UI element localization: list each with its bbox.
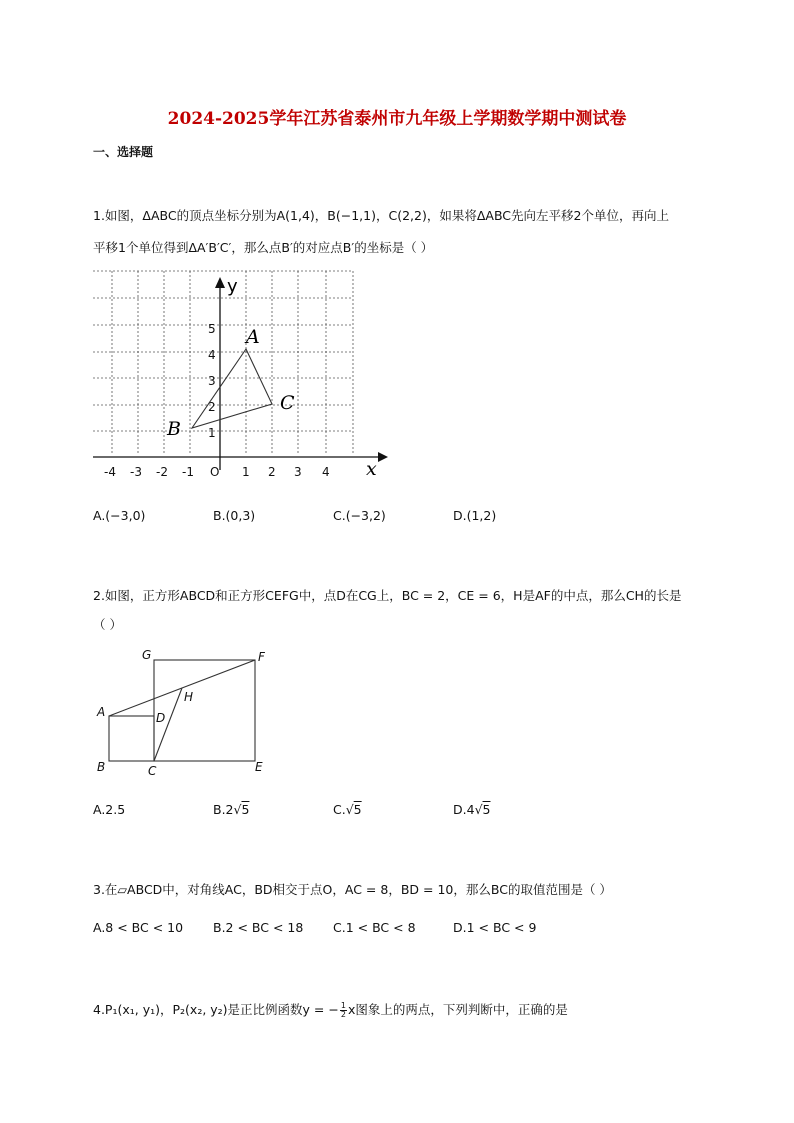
q4-text-line1 <box>93 1000 568 1019</box>
square-cefg <box>154 660 255 761</box>
q1-option-a[interactable]: A.(−3,0) <box>93 508 146 523</box>
sqrt-sign: √ <box>233 802 242 817</box>
label-e: E <box>255 760 263 774</box>
y-tick-label: 5 <box>208 322 216 336</box>
point-label-b: B <box>167 418 181 440</box>
x-tick-label: -2 <box>156 465 168 479</box>
section-heading: 一、选择题 <box>93 145 154 159</box>
q3-option-d[interactable]: D.1 < BC < 9 <box>453 920 537 935</box>
label-a: A <box>97 705 106 719</box>
q2-text-line2: （ ） <box>93 617 122 632</box>
point-label-c: C <box>280 392 295 414</box>
q4-suffix: x图象上的两点，下列判断中，正确的是 <box>347 1002 568 1017</box>
x-axis-arrow <box>378 452 388 462</box>
triangle-abc <box>192 349 272 428</box>
x-tick-label: 4 <box>322 465 330 479</box>
x-axis-label: x <box>366 458 377 480</box>
q1-option-c[interactable]: C.(−3,2) <box>333 508 386 523</box>
y-axis-arrow <box>215 277 225 288</box>
q2-squares-figure <box>92 645 277 780</box>
x-tick-label: 1 <box>242 465 250 479</box>
sqrt-radicand: 5 <box>241 802 250 817</box>
sqrt-sign: √ <box>474 802 483 817</box>
q2-option-b-text: B.2 <box>213 802 234 817</box>
x-tick-label: -3 <box>130 465 142 479</box>
square-abcd <box>109 716 154 761</box>
x-tick-label: -1 <box>182 465 194 479</box>
q1-text-line2: 平移1个单位得到ΔA′B′C′，那么点B′的对应点B′的坐标是（ ） <box>93 240 434 255</box>
x-tick-labels <box>104 465 330 479</box>
q3-option-b[interactable]: B.2 < BC < 18 <box>213 920 304 935</box>
label-d: D <box>156 711 166 725</box>
y-tick-label: 4 <box>208 348 216 362</box>
fraction-numerator: 1 <box>340 1001 346 1010</box>
q2-option-c[interactable] <box>333 802 362 817</box>
q2-option-d[interactable] <box>453 802 490 817</box>
q1-option-d[interactable]: D.(1,2) <box>453 508 497 523</box>
q3-text-line1: 3.在▱ABCD中，对角线AC，BD相交于点O，AC = 8，BD = 10，那么BC的取值范围是（ ） <box>93 882 612 897</box>
y-tick-label: 1 <box>208 426 216 440</box>
q1-option-b[interactable]: B.(0,3) <box>213 508 256 523</box>
sqrt-sign: √ <box>345 802 354 817</box>
fraction-denominator: 2 <box>340 1010 346 1019</box>
x-tick-label: -4 <box>104 465 116 479</box>
origin-label: O <box>210 465 220 479</box>
x-tick-label: 3 <box>294 465 302 479</box>
label-b: B <box>97 760 106 774</box>
y-axis-label: y <box>227 276 238 297</box>
point-label-a: A <box>246 326 260 348</box>
label-h: H <box>184 690 194 704</box>
q3-option-a[interactable]: A.8 < BC < 10 <box>93 920 184 935</box>
y-tick-label: 3 <box>208 374 216 388</box>
q1-coordinate-figure <box>88 265 398 490</box>
q1-grid <box>93 271 353 455</box>
q2-option-d-text: D.4 <box>453 802 475 817</box>
label-c: C <box>148 764 157 778</box>
fraction <box>340 1002 347 1019</box>
label-g: G <box>142 648 152 662</box>
page-title: 2024-2025学年江苏省泰州市九年级上学期数学期中测试卷 <box>167 109 627 129</box>
q2-option-a[interactable]: A.2.5 <box>93 802 126 817</box>
q4-prefix: 4.P₁(x₁, y₁)，P₂(x₂, y₂)是正比例函数y = − <box>93 1002 339 1017</box>
q3-option-c[interactable]: C.1 < BC < 8 <box>333 920 416 935</box>
q2-option-b[interactable] <box>213 802 249 817</box>
sqrt-radicand: 5 <box>353 802 362 817</box>
label-f: F <box>258 650 265 664</box>
y-tick-label: 2 <box>208 400 216 414</box>
q2-option-c-text: C. <box>333 802 346 817</box>
x-tick-label: 2 <box>268 465 276 479</box>
q1-text-line1: 1.如图，ΔABC的顶点坐标分别为A(1,4)，B(−1,1)，C(2,2)，如果将ΔABC先向左平移2个单位，再向上 <box>93 208 669 223</box>
q2-text-line1: 2.如图，正方形ABCD和正方形CEFG中，点D在CG上，BC = 2，CE = 6，H是AF的中点，那么CH的长是 <box>93 588 682 603</box>
sqrt-radicand: 5 <box>482 802 491 817</box>
